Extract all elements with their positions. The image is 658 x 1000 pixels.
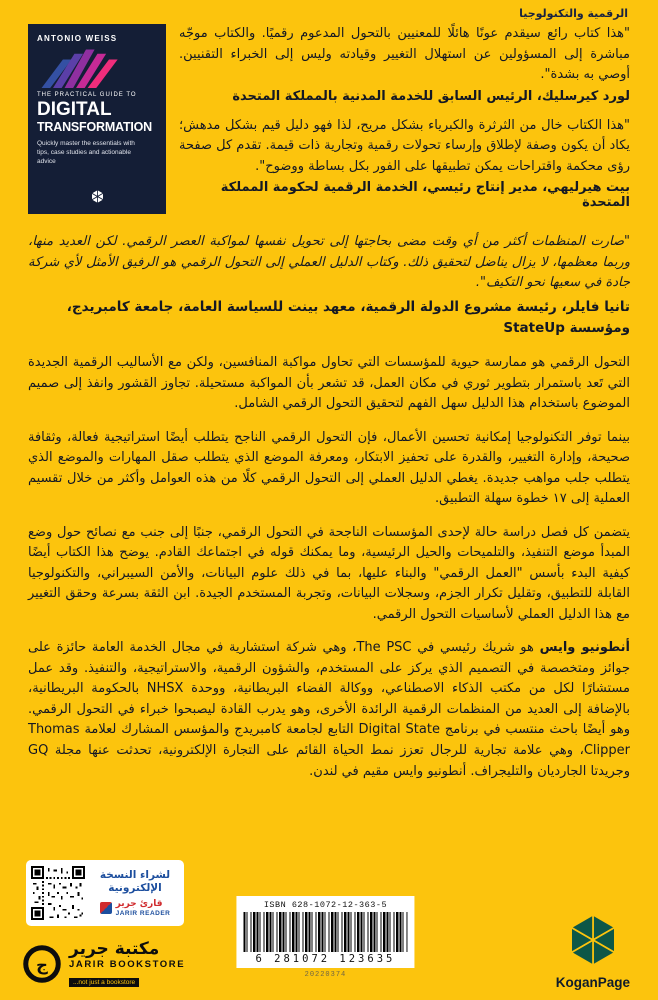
jarir-bookstore-logo <box>22 940 185 988</box>
kogan-page-logo <box>556 912 630 990</box>
testimonials-column <box>179 24 630 222</box>
jarir-reader-name-en: JARIR READER <box>115 909 171 917</box>
testimonial-2-attribution: بيت هيرليهي، مدير إنتاج رئيسي، الخدمة الرقمية لحكومة المملكة المتحدة <box>220 180 630 211</box>
ebook-qr-panel <box>26 860 184 926</box>
ebook-qr-text <box>91 869 179 916</box>
isbn-label: ISBN 628-1072-12-363-5 <box>263 900 388 910</box>
category-label: الرقمية والتكنولوجيا <box>519 7 628 20</box>
bookstore-name-ar: مكتبة جرير <box>69 939 160 959</box>
testimonial-3-attribution: تانيا فايلر، رئيسة مشروع الدولة الرقمية، معهد بينت للسياسة العامة، جامعة كامبريدج، ومؤسسة StateUp <box>66 298 630 337</box>
top-section <box>28 24 630 222</box>
blurb-paragraph-1: التحول الرقمي هو ممارسة حيوية للمؤسسات التي تحاول مواكبة المنافسين، ولكن مع الأساليب الرقمية الجديدة التي تَعد باستمرار بتطوير ثوري في مكان العمل، قد تشعر بأن المواكبة مستحيلة. تجاوز القشور وانفذ إلى صميم الموضوع باستخدام هذا الدليل سهل الفهم لتحقيق التحول الرقمي الشامل. <box>28 354 630 412</box>
publisher-hexagon-mini-icon <box>90 189 105 204</box>
barcode-block <box>236 896 414 979</box>
svg-text:ج: ج <box>36 955 48 975</box>
testimonial-2-quote: "هذا الكتاب خال من الثرثرة والكبرياء بشكل مريح، لذا فهو دليل قيم بشكل مدهش؛ يكاد أن يكون وصفة لإطلاق وإرساء تحولات رقمية وتجارية ذات قيمة. تقدم كل صفحة رؤى محكمة واقتراحات يمكن تطبيقها على الفور بكل بساطة ووضوح". <box>179 117 630 174</box>
testimonial-1-quote: "هذا كتاب رائع سيقدم عونًا هائلًا للمعنيين بالتحول المدعوم رقميًا. والكتاب موجّه مباشرة إلى المسؤولين عن استهلال التغيير وقيادته وليس إلى الخبراء التقنيين. أوصي به بشدة". <box>179 26 630 83</box>
kogan-page-hexagon-icon <box>565 912 621 968</box>
barcode-digits: 6 281072 123635 <box>255 953 396 965</box>
cover-tagline: Quickly master the essentials with tips, case studies and actionable advice <box>37 140 135 165</box>
kogan-page-name: KoganPage <box>555 975 630 990</box>
author-bio <box>28 638 630 782</box>
jarir-bookstore-emblem-icon <box>22 944 62 984</box>
cover-author-name: ANTONIO WEISS <box>37 34 118 43</box>
front-cover-thumbnail <box>28 24 166 214</box>
cover-stripes-logo-icon <box>37 48 123 88</box>
ebook-label-line2: الإلكترونية <box>108 882 162 895</box>
jarir-reader-icon <box>100 902 112 914</box>
blurb-paragraph-2: بينما توفر التكنولوجيا إمكانية تحسين الأعمال، فإن التحول الرقمي الناجح يتطلب أيضًا استراتيجية فعالة، وثقافة صحيحة، وإدارة التغيير، والقدرة على تحفيز الابتكار، ومعرفة الموضع الذي يتطلب صقل المهارات والموضع الذي يتطلب جلب مواهب جديدة. يغطي الدليل العملي إلى التحول الرقمي كلًا من هذه العوامل وأكثر من خلال تقسيم العملية إلى ١٧ خطوة سهلة التطبيق. <box>28 429 630 507</box>
barcode-bars-icon <box>243 912 407 952</box>
cover-title-line1: DIGITAL <box>37 99 112 121</box>
jarir-reader-name-ar: قارئ جرير <box>115 898 163 909</box>
author-bio-name: أنطونيو وايس <box>539 640 630 656</box>
blurb-paragraph-3: يتضمن كل فصل دراسة حالة لإحدى المؤسسات الناجحة في التحول الرقمي، جنبًا إلى جنب مع نصائح حول وضع المبدأ موضع التنفيذ، والتلميحات والحيل الرئيسية، وما يمكنك قوله في اجتماعك القادم. يوضح هذا الكتاب أيضًا كيفية البدء بأسس "العمل الرقمي" والبناء عليها، بما في ذلك علوم البيانات، والأمن السيبراني، والتكنولوجيا القابلة للتطبيق، وتقليل تكرار الجزم، وسجلات البيانات، وتجربة المستخدم الجيدة. ابن الثقة بسرعة وحقق التغيير مع هذا الدليل العملي لأساسيات التحول الرقمي. <box>28 524 630 622</box>
barcode-panel <box>236 896 414 968</box>
author-bio-text: هو شريك رئيسي في The PSC، وهي شركة استشارية في مجال الخدمة العامة حائزة على جوائز ومتخصصة في التصميم الذي يركز على المستخدم، والشؤون الرقمية، والاستراتيجية، والتنفيذ. وقد عمل مستشارًا لكل من مكتب الذكاء الاصطناعي، ووكالة الفضاء البريطانية، ووحدة NHSX بالحكومة البريطانية، بالإضافة إلى العديد من المنظمات الرقمية الرائدة الأخرى، وهو يدرب القادة ليصبحوا خبراء في التحول الرقمي. وهو أيضًا باحث منتسب في برنامج Digital State التابع لجامعة كامبريدج والمؤسس المشارك لعلامة Thomas Clipper، وهي علامة تجارية للرجال تعزز نمط الحياة القائم على التجارة الإلكترونية، تحدثت عنها مجلة GQ وجريدتا الجارديان والتليجراف. أنطونيو وايس مقيم في لندن. <box>28 640 630 779</box>
bookstore-name-en: JARIR BOOKSTORE <box>69 958 186 970</box>
back-cover-footer <box>0 852 658 1000</box>
testimonial-3-quote: "صارت المنظمات أكثر من أي وقت مضى بحاجتها إلى تحويل نفسها لمواكبة العصر الرقمي. لكن العديد منها، وربما معظمها، لا يزال يناضل لتحقيق ذلك. وكتاب الدليل العملي إلى التحول الرقمي هو الرفيق الأمثل لأي شركة جادة في سعيها نحو التكيف". <box>28 234 630 291</box>
cover-series-label: THE PRACTICAL GUIDE TO <box>37 92 137 99</box>
bookstore-tagline: ...not just a bookstore <box>69 978 139 987</box>
jarir-reader-logo <box>91 900 179 917</box>
jarir-bookstore-wordmark <box>69 940 185 988</box>
qr-code-icon <box>31 866 85 920</box>
ebook-label-line1: لشراء النسخة <box>99 869 171 882</box>
cover-publisher-mark <box>37 189 157 204</box>
print-code: 20220374 <box>304 971 347 979</box>
jarir-reader-wordmark <box>116 900 171 917</box>
cover-title-line2: TRANSFORMATION <box>37 120 153 135</box>
testimonial-1-attribution: لورد كيرسليك، الرئيس السابق للخدمة المدنية بالمملكة المتحدة <box>232 88 630 104</box>
